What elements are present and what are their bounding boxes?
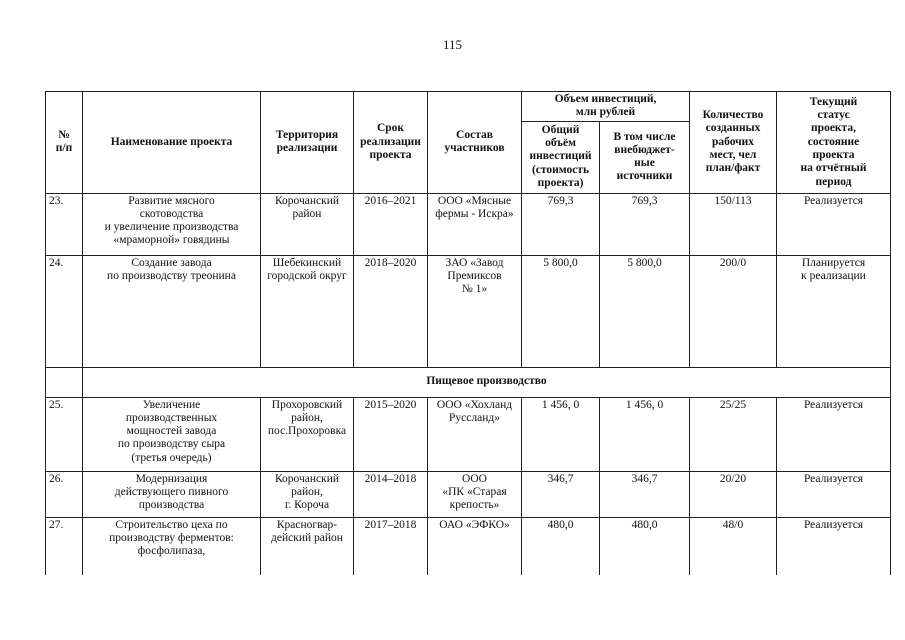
row-offbudget: 346,7 bbox=[600, 471, 690, 517]
header-participants: Состав участников bbox=[428, 92, 522, 194]
table-row bbox=[46, 255, 891, 367]
row-term: 2017–2018 bbox=[354, 517, 428, 577]
row-offbudget: 769,3 bbox=[600, 193, 690, 255]
header-jobs: Количество созданных рабочих мест, чел план/факт bbox=[690, 92, 777, 194]
row-project-name: Развитие мясного скотоводства и увеличение производства «мраморной» говядины bbox=[83, 193, 261, 255]
section-row bbox=[46, 367, 891, 397]
row-term: 2015–2020 bbox=[354, 397, 428, 471]
row-participants: ОАО «ЭФКО» bbox=[428, 517, 522, 577]
row-status: Реализуется bbox=[777, 193, 891, 255]
section-num-cell bbox=[46, 367, 83, 397]
row-jobs: 150/113 bbox=[690, 193, 777, 255]
row-territory: Корочанский район, г. Короча bbox=[261, 471, 354, 517]
row-total: 769,3 bbox=[522, 193, 600, 255]
header-status: Текущий статус проекта, состояние проекта на отчётный период bbox=[777, 92, 891, 194]
row-total: 5 800,0 bbox=[522, 255, 600, 367]
row-project-name: Увеличение производственных мощностей завода по производству сыра (третья очередь) bbox=[83, 397, 261, 471]
header-total-investment: Общий объём инвестиций (стоимость проекта) bbox=[522, 121, 600, 193]
row-jobs: 48/0 bbox=[690, 517, 777, 577]
row-offbudget: 1 456, 0 bbox=[600, 397, 690, 471]
row-status: Реализуется bbox=[777, 471, 891, 517]
row-status: Реализуется bbox=[777, 397, 891, 471]
row-total: 1 456, 0 bbox=[522, 397, 600, 471]
row-num: 25. bbox=[46, 397, 83, 471]
row-participants: ЗАО «Завод Премиксов № 1» bbox=[428, 255, 522, 367]
table-row bbox=[46, 471, 891, 517]
header-territory: Территория реализации bbox=[261, 92, 354, 194]
row-territory: Прохоровский район, пос.Прохоровка bbox=[261, 397, 354, 471]
table-row bbox=[46, 193, 891, 255]
investment-projects-table bbox=[45, 91, 891, 578]
row-jobs: 200/0 bbox=[690, 255, 777, 367]
row-num: 24. bbox=[46, 255, 83, 367]
row-jobs: 25/25 bbox=[690, 397, 777, 471]
row-participants: ООО «Хохланд Руссланд» bbox=[428, 397, 522, 471]
row-total: 346,7 bbox=[522, 471, 600, 517]
row-term: 2018–2020 bbox=[354, 255, 428, 367]
row-total: 480,0 bbox=[522, 517, 600, 577]
page-number: 115 bbox=[442, 37, 463, 52]
row-status: Планируется к реализации bbox=[777, 255, 891, 367]
row-project-name: Модернизация действующего пивного производства bbox=[83, 471, 261, 517]
row-jobs: 20/20 bbox=[690, 471, 777, 517]
header-offbudget: В том числе внебюджет- ные источники bbox=[600, 121, 690, 193]
header-term: Срок реализации проекта bbox=[354, 92, 428, 194]
row-term: 2016–2021 bbox=[354, 193, 428, 255]
row-project-name: Строительство цеха по производству ферментов: фосфолипаза, bbox=[83, 517, 261, 577]
page-bottom-margin bbox=[0, 575, 905, 640]
header-name: Наименование проекта bbox=[83, 92, 261, 194]
row-offbudget: 5 800,0 bbox=[600, 255, 690, 367]
row-participants: ООО «ПК «Старая крепость» bbox=[428, 471, 522, 517]
row-offbudget: 480,0 bbox=[600, 517, 690, 577]
row-territory: Корочанский район bbox=[261, 193, 354, 255]
row-project-name: Создание завода по производству треонина bbox=[83, 255, 261, 367]
row-num: 27. bbox=[46, 517, 83, 577]
header-num: № п/п bbox=[46, 92, 83, 194]
row-num: 26. bbox=[46, 471, 83, 517]
section-title: Пищевое производство bbox=[83, 367, 891, 397]
header-investment-group: Объем инвестиций, млн рублей bbox=[522, 92, 690, 122]
table-row bbox=[46, 517, 891, 577]
row-territory: Красногвар- дейский район bbox=[261, 517, 354, 577]
row-territory: Шебекинский городской округ bbox=[261, 255, 354, 367]
row-participants: ООО «Мясные фермы - Искра» bbox=[428, 193, 522, 255]
table-row bbox=[46, 397, 891, 471]
row-num: 23. bbox=[46, 193, 83, 255]
row-term: 2014–2018 bbox=[354, 471, 428, 517]
row-status: Реализуется bbox=[777, 517, 891, 577]
